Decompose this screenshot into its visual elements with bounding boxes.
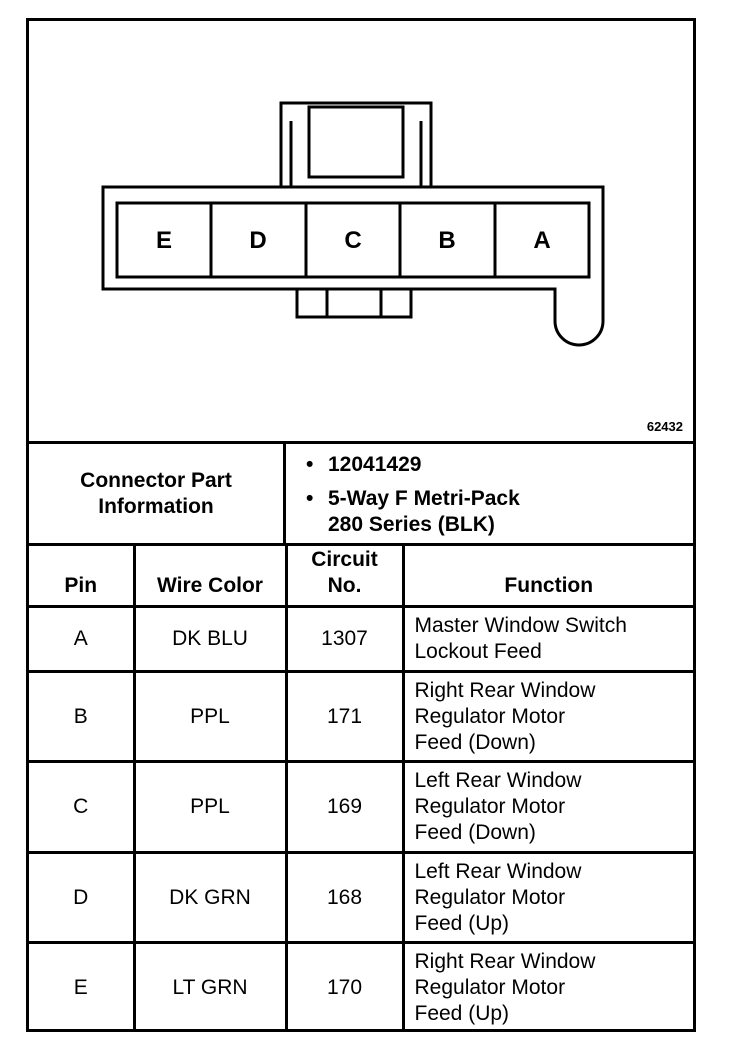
connector-housing: [103, 187, 603, 345]
pin-cell: D: [29, 853, 134, 943]
table-row: [29, 762, 693, 853]
pin-cell: C: [29, 762, 134, 853]
pin-cell: B: [29, 672, 134, 762]
latch-outer: [281, 103, 431, 187]
table-row: [29, 943, 693, 1033]
pinout-table: [29, 543, 693, 1032]
table-row: [29, 672, 693, 762]
table-header-row: [29, 545, 693, 607]
function-cell: Master Window Switch Lockout Feed: [403, 607, 693, 672]
pin-cell: E: [29, 943, 134, 1033]
circuit-cell: 171: [286, 672, 403, 762]
function-cell: Right Rear Window Regulator Motor Feed (Down): [403, 672, 693, 762]
wire-color-cell: DK GRN: [134, 853, 286, 943]
function-cell: Left Rear Window Regulator Motor Feed (Up): [403, 853, 693, 943]
header-pin: Pin: [29, 545, 134, 607]
table-row: [29, 853, 693, 943]
wire-color-cell: DK BLU: [134, 607, 286, 672]
circuit-cell: 170: [286, 943, 403, 1033]
wire-color-cell: LT GRN: [134, 943, 286, 1033]
part-number: • 12041429: [328, 452, 693, 478]
pin-cell: A: [29, 607, 134, 672]
circuit-cell: 168: [286, 853, 403, 943]
info-values: [286, 444, 693, 543]
connector-part-info: [29, 441, 693, 543]
connector-diagram: [29, 21, 693, 441]
figure-id: 62432: [646, 419, 683, 434]
circuit-cell: 1307: [286, 607, 403, 672]
table-row: [29, 607, 693, 672]
function-cell: Left Rear Window Regulator Motor Feed (Down): [403, 762, 693, 853]
header-wire-color: Wire Color: [134, 545, 286, 607]
cavity-label-d: D: [249, 227, 267, 254]
function-cell: Right Rear Window Regulator Motor Feed (Up): [403, 943, 693, 1033]
cavity-label-b: B: [438, 227, 456, 254]
header-circuit: Circuit No.: [286, 545, 403, 607]
connector-sheet: [26, 18, 696, 1032]
wire-color-cell: PPL: [134, 762, 286, 853]
wire-color-cell: PPL: [134, 672, 286, 762]
circuit-cell: 169: [286, 762, 403, 853]
info-label: [29, 444, 286, 543]
info-label-line2: Information: [98, 494, 214, 518]
bottom-tab: [297, 289, 411, 317]
connector-description: • 5-Way F Metri-Pack 280 Series (BLK): [328, 486, 693, 538]
connector-drawing: [29, 21, 693, 441]
cavity-label-a: A: [533, 227, 551, 254]
cavity-label-e: E: [155, 227, 173, 254]
cavity-label-c: C: [344, 227, 362, 254]
info-label-line1: Connector Part: [80, 468, 232, 492]
header-function: Function: [403, 545, 693, 607]
latch-inner: [309, 107, 403, 177]
